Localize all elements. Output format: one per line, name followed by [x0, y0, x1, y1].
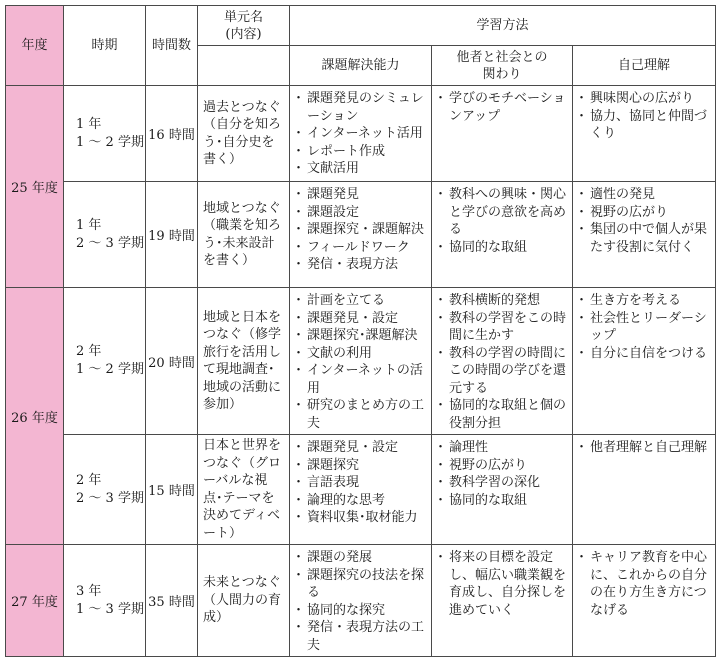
semester: 2 ～ 3 学期 [76, 490, 144, 506]
self-cell [573, 435, 716, 545]
problem-solving-cell [290, 435, 432, 545]
bullet-list [437, 439, 568, 509]
society-cell [432, 86, 573, 182]
bullet-list [295, 549, 427, 654]
bullet-list [578, 90, 711, 143]
list-item: ・ 発信・表現方法 [295, 256, 427, 274]
header-problem-solving: 課題解決能力 [290, 46, 432, 86]
table-row [6, 545, 716, 657]
problem-solving-cell [290, 86, 432, 182]
bullet-list [578, 549, 711, 619]
unit-cell: 過去とつなぐ（自分を知ろう･自分史を書く） [198, 86, 290, 182]
semester: 1 ～ 2 学期 [76, 362, 144, 377]
hours-cell: 19 時間 [146, 182, 198, 288]
header-society-line1: 他者と社会との [456, 49, 548, 65]
list-item: ・ 課題探究 [295, 457, 427, 475]
bullet-list [295, 90, 427, 178]
list-item: ・ 資料収集･取材能力 [295, 509, 427, 527]
list-item: ・ フィールドワーク [295, 239, 427, 257]
list-item: ・ 協力、協同と仲間づくり [578, 108, 711, 143]
table-row [6, 435, 716, 545]
term-cell [64, 86, 146, 182]
grade: 1 年 [76, 217, 102, 233]
grade: 1 年 [76, 116, 102, 132]
header-unit-content: (内容) [225, 27, 262, 42]
list-item: ・ 他者理解と自己理解 [578, 439, 711, 457]
bullet-list [295, 292, 427, 432]
list-item: ・ 協同的な取組と個の役割分担 [437, 397, 568, 432]
list-item: ・ 課題設定 [295, 204, 427, 222]
bullet-list [437, 90, 568, 125]
list-item: ・ 課題の発展 [295, 549, 427, 567]
year-cell: 25 年度 [6, 86, 64, 288]
list-item: ・ 教科への興味・関心と学びの意欲を高める [437, 186, 568, 239]
list-item: ・ 文献活用 [295, 160, 427, 178]
semester: 1 ～ 2 学期 [76, 134, 144, 150]
grade: 3 年 [76, 583, 102, 599]
list-item: ・ キャリア教育を中心に、これからの自分の在り方生き方につなげる [578, 549, 711, 619]
self-cell [573, 182, 716, 288]
problem-solving-cell [290, 545, 432, 657]
unit-cell: 未来とつなぐ（人間力の育成） [198, 545, 290, 657]
society-cell [432, 435, 573, 545]
list-item: ・ 協同的な取組 [437, 239, 568, 257]
self-cell [573, 86, 716, 182]
year-cell: 27 年度 [6, 545, 64, 657]
list-item: ・ 課題探究･課題解決 [295, 327, 427, 345]
list-item: ・ 論理性 [437, 439, 568, 457]
unit-cell: 日本と世界をつなぐ（グローバルな視点･テーマを決めてディベート） [198, 435, 290, 545]
list-item: ・ 課題探究の技法を探る [295, 567, 427, 602]
list-item: ・ 学びのモチベーションアップ [437, 90, 568, 125]
header-row [6, 6, 716, 46]
term-cell [64, 435, 146, 545]
list-item: ・ 視野の広がり [437, 457, 568, 475]
header-society [432, 46, 573, 86]
table-row [6, 288, 716, 435]
problem-solving-cell [290, 182, 432, 288]
hours-cell: 16 時間 [146, 86, 198, 182]
hours-cell: 20 時間 [146, 288, 198, 435]
bullet-list [578, 292, 711, 362]
unit-cell: 地域と日本をつなぐ（修学旅行を活用して現地調査･地域の活動に参加） [198, 288, 290, 435]
list-item: ・ 課題発見 [295, 186, 427, 204]
unit-cell: 地域とつなぐ（職業を知ろう･未来設計を書く） [198, 182, 290, 288]
grade: 2 年 [76, 472, 102, 488]
list-item: ・ 集団の中で個人が果たす役割に気付く [578, 221, 711, 256]
list-item: ・ インターネット活用 [295, 125, 427, 143]
bullet-list [437, 186, 568, 256]
list-item: ・ 研究のまとめ方の工夫 [295, 397, 427, 432]
hours-cell: 15 時間 [146, 435, 198, 545]
header-self-understanding: 自己理解 [573, 46, 716, 86]
list-item: ・ 自分に自信をつける [578, 345, 711, 363]
society-cell [432, 545, 573, 657]
list-item: ・ 適性の発見 [578, 186, 711, 204]
bullet-list [295, 186, 427, 274]
header-hours: 時間数 [146, 6, 198, 86]
bullet-list [578, 439, 711, 457]
list-item: ・ レポート作成 [295, 143, 427, 161]
list-item: ・ 課題探究・課題解決 [295, 221, 427, 239]
curriculum-table [5, 5, 716, 657]
list-item: ・ 協同的な探究 [295, 602, 427, 620]
list-item: ・ 興味関心の広がり [578, 90, 711, 108]
list-item: ・ 将来の目標を設定し、幅広い職業観を育成し、自分探しを進めていく [437, 549, 568, 619]
list-item: ・ 視野の広がり [578, 204, 711, 222]
list-item: ・ 課題発見・設定 [295, 310, 427, 328]
bullet-list [578, 186, 711, 256]
semester: 2 ～ 3 学期 [76, 235, 144, 251]
hours-cell: 35 時間 [146, 545, 198, 657]
list-item: ・ 課題発見・設定 [295, 439, 427, 457]
year-cell: 26 年度 [6, 288, 64, 545]
table-row [6, 86, 716, 182]
list-item: ・ 言語表現 [295, 474, 427, 492]
header-unit [198, 6, 290, 46]
list-item: ・ 発信・表現方法の工夫 [295, 619, 427, 654]
list-item: ・ 課題発見のシミュレーション [295, 90, 427, 125]
list-item: ・ 論理的な思考 [295, 492, 427, 510]
list-item: ・ 教科学習の深化 [437, 474, 568, 492]
header-period: 時期 [64, 6, 146, 86]
term-cell [64, 545, 146, 657]
list-item: ・ 教科の学習の時間にこの時間の学びを還元する [437, 345, 568, 398]
list-item: ・ インターネットの活用 [295, 362, 427, 397]
list-item: ・ 教科の学習をこの時間に生かす [437, 310, 568, 345]
list-item: ・ 教科横断的発想 [437, 292, 568, 310]
term-cell [64, 182, 146, 288]
header-unit-name: 単元名 [223, 10, 263, 25]
list-item: ・ 計画を立てる [295, 292, 427, 310]
bullet-list [437, 549, 568, 619]
society-cell [432, 288, 573, 435]
semester: 1 ～ 3 学期 [76, 601, 144, 617]
header-unit-blank [198, 46, 290, 86]
list-item: ・ 生き方を考える [578, 292, 711, 310]
table-row [6, 182, 716, 288]
term-cell [64, 288, 146, 435]
list-item: ・ 社会性とリーダーシップ [578, 310, 711, 345]
society-cell [432, 182, 573, 288]
list-item: ・ 協同的な取組 [437, 492, 568, 510]
grade: 2 年 [76, 344, 102, 359]
header-society-line2: 関わり [482, 66, 522, 82]
problem-solving-cell [290, 288, 432, 435]
header-method: 学習方法 [290, 6, 716, 46]
list-item: ・ 文献の利用 [295, 345, 427, 363]
self-cell [573, 545, 716, 657]
header-year: 年度 [6, 6, 64, 86]
bullet-list [437, 292, 568, 432]
bullet-list [295, 439, 427, 527]
self-cell [573, 288, 716, 435]
